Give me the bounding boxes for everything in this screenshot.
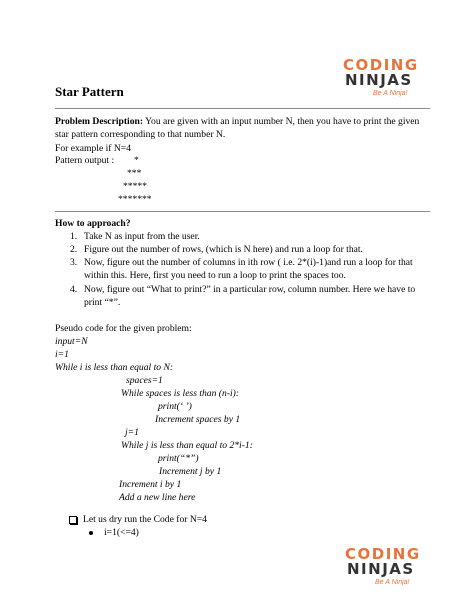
pattern-row-1: * xyxy=(134,155,139,166)
page-title: Star Pattern xyxy=(55,84,124,99)
pseudo-line-2: i=1 xyxy=(55,349,69,360)
pseudo-line-4: spaces=1 xyxy=(126,375,163,386)
pattern-row-3: ***** xyxy=(123,181,147,192)
problem-text-1: You are given with an input number N, then you have to print the given xyxy=(143,116,420,127)
pseudo-line-3: While i is less than equal to N: xyxy=(55,362,174,373)
step-1-text: Take N as input from the user. xyxy=(84,231,200,242)
logo-line1: CODING xyxy=(343,56,419,74)
dryrun-bullet-text: i=1(<=4) xyxy=(104,527,139,538)
step-4-text-2: print “*”. xyxy=(84,297,121,308)
pattern-row-2: *** xyxy=(127,168,142,179)
pseudo-line-9: While j is less than equal to 2*i-1: xyxy=(121,440,253,451)
logo-tagline-bottom: Be A Ninja! xyxy=(375,579,410,586)
step-1-number: 1. xyxy=(70,231,78,242)
problem-line2: star pattern corresponding to that number N. xyxy=(55,129,226,140)
logo-line2-bottom: NINJAS xyxy=(347,560,415,578)
logo-line1-bottom: CODING xyxy=(345,545,421,563)
dryrun-bullet-item xyxy=(89,527,139,539)
coding-ninjas-logo-top xyxy=(343,58,423,100)
checkbox-bullet-icon xyxy=(69,516,77,524)
pseudo-line-1: input=N xyxy=(55,336,88,347)
pseudo-line-10: print(“*”) xyxy=(158,453,199,464)
problem-line1 xyxy=(55,116,419,128)
bullet-dot-icon xyxy=(89,531,93,535)
dryrun-checkbox-item xyxy=(69,514,207,526)
step-2-number: 2. xyxy=(70,244,78,255)
pattern-row-4: ******* xyxy=(118,194,152,205)
pseudo-line-12: Increment i by 1 xyxy=(119,479,182,490)
pseudo-line-5: While spaces is less than (n-i): xyxy=(121,388,240,399)
step-3-text-1: Now, figure out the number of columns in ith row ( i.e. 2*(i)-1)and run a loop for that xyxy=(84,257,413,268)
divider-top xyxy=(55,108,430,109)
step-4-text-1: Now, figure out “What to print?” in a particular row, column number. Here we have to xyxy=(84,284,416,295)
dryrun-text: Let us dry run the Code for N=4 xyxy=(83,514,207,525)
example-text: For example if N=4 xyxy=(55,143,132,154)
divider-middle xyxy=(55,211,430,212)
approach-heading: How to approach? xyxy=(55,218,131,229)
pseudo-line-6: print(‘ ’) xyxy=(158,401,192,412)
pseudo-line-11: Increment j by 1 xyxy=(159,466,222,477)
logo-tagline: Be A Ninja! xyxy=(373,90,408,97)
pseudo-line-13: Add a new line here xyxy=(119,492,196,503)
step-3-number: 3. xyxy=(70,257,78,268)
step-4-number: 4. xyxy=(70,284,78,295)
pseudo-intro: Pseudo code for the given problem: xyxy=(55,323,192,334)
pseudo-line-8: j=1 xyxy=(125,427,139,438)
pseudo-line-7: Increment spaces by 1 xyxy=(155,414,241,425)
step-3-text-2: within this. Here, first you need to run a loop to print the spaces too. xyxy=(84,270,346,281)
logo-line2: NINJAS xyxy=(345,71,413,89)
output-label: Pattern output : xyxy=(55,155,115,166)
step-2-text: Figure out the number of rows, (which is N here) and run a loop for that. xyxy=(84,244,363,255)
coding-ninjas-logo-bottom xyxy=(345,547,425,589)
problem-label: Problem Description: xyxy=(55,116,144,127)
